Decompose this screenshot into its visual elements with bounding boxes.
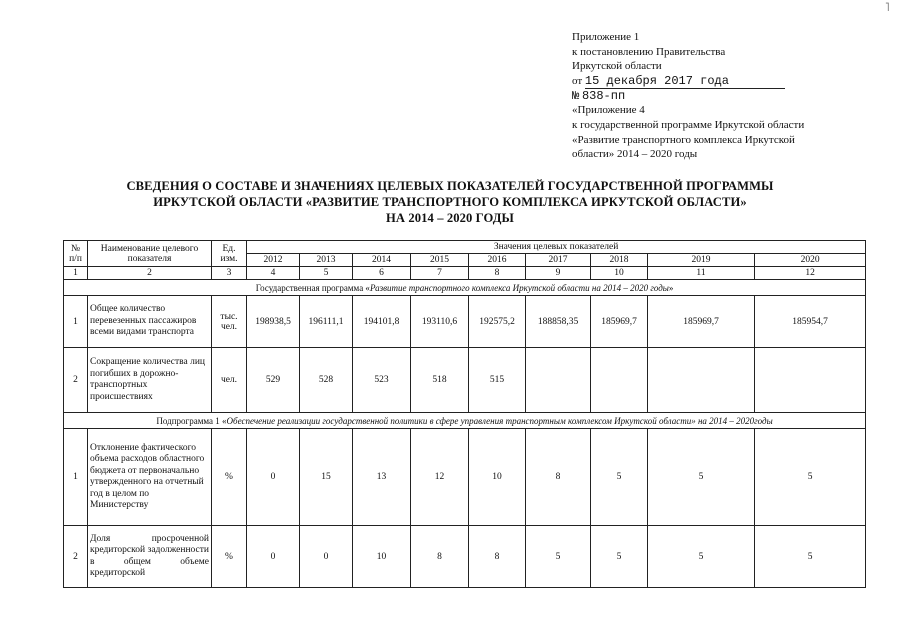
value-cell: 529 xyxy=(247,348,300,413)
value-cell: 185969,7 xyxy=(648,296,755,348)
appendix-block xyxy=(572,30,892,162)
value-cell xyxy=(526,348,591,413)
unit-cell: % xyxy=(212,526,247,588)
value-cell: 192575,2 xyxy=(469,296,526,348)
value-cell: 5 xyxy=(755,429,866,526)
column-number-cell: 10 xyxy=(591,267,648,280)
value-cell: 196111,1 xyxy=(300,296,353,348)
value-cell: 15 xyxy=(300,429,353,526)
column-number-cell: 7 xyxy=(411,267,469,280)
value-cell xyxy=(591,348,648,413)
value-cell: 5 xyxy=(755,526,866,588)
value-cell: 185969,7 xyxy=(591,296,648,348)
appendix-line: к государственной программе Иркутской области xyxy=(572,118,805,131)
table-row xyxy=(64,348,866,413)
year-cell: 2018 xyxy=(591,254,648,267)
appendix-line: к постановлению Правительства xyxy=(572,45,726,58)
appendix-line: «Приложение 4 xyxy=(572,104,645,117)
year-cell: 2014 xyxy=(353,254,411,267)
no-label: № xyxy=(572,88,580,103)
header-num: № п/п xyxy=(64,241,88,267)
column-number-cell: 3 xyxy=(212,267,247,280)
appendix-line: Приложение 1 xyxy=(572,31,640,43)
title-line: ИРКУТСКОЙ ОБЛАСТИ «РАЗВИТИЕ ТРАНСПОРТНОГО КОМПЛЕКСА ИРКУТСКОЙ ОБЛАСТИ» xyxy=(153,195,747,209)
unit-cell: тыс. чел. xyxy=(212,296,247,348)
header-name: Наименование целевого показателя xyxy=(88,241,212,267)
value-cell: 8 xyxy=(469,526,526,588)
decree-number: 838-пп xyxy=(581,88,626,103)
year-cell: 2019 xyxy=(648,254,755,267)
value-cell: 13 xyxy=(353,429,411,526)
unit-cell: чел. xyxy=(212,348,247,413)
value-cell: 515 xyxy=(469,348,526,413)
corner-mark: ˥ xyxy=(885,0,890,14)
column-number-cell: 6 xyxy=(353,267,411,280)
value-cell: 528 xyxy=(300,348,353,413)
value-cell: 0 xyxy=(247,526,300,588)
value-cell: 5 xyxy=(648,526,755,588)
section-title: Подпрограмма 1 «Обеспечение реализации государственной политики в сфере управления транспортным комплексом Иркутской области» на 2014 – 2020годы xyxy=(64,413,866,429)
from-label: от xyxy=(572,74,583,87)
column-numbers-row xyxy=(64,267,866,280)
value-cell: 518 xyxy=(411,348,469,413)
value-cell: 5 xyxy=(591,526,648,588)
column-number-cell: 1 xyxy=(64,267,88,280)
table-row xyxy=(64,296,866,348)
value-cell: 8 xyxy=(526,429,591,526)
value-cell: 5 xyxy=(591,429,648,526)
value-cell xyxy=(755,348,866,413)
year-cell: 2013 xyxy=(300,254,353,267)
value-cell: 0 xyxy=(300,526,353,588)
unit-cell: % xyxy=(212,429,247,526)
row-number: 1 xyxy=(64,429,88,526)
indicator-name: Доля просроченной кредиторской задолженности в общем объеме кредиторской xyxy=(88,526,212,588)
decree-number-line xyxy=(572,89,892,104)
appendix-line: области» 2014 – 2020 годы xyxy=(572,148,698,161)
section-row xyxy=(64,413,866,429)
row-number: 1 xyxy=(64,296,88,348)
title-line: НА 2014 – 2020 ГОДЫ xyxy=(386,211,514,225)
value-cell: 188858,35 xyxy=(526,296,591,348)
section-title: Государственная программа «Развитие транспортного комплекса Иркутской области на 2014 – 2020 годы» xyxy=(64,280,866,296)
value-cell: 185954,7 xyxy=(755,296,866,348)
header-row xyxy=(64,241,866,254)
column-number-cell: 9 xyxy=(526,267,591,280)
row-number: 2 xyxy=(64,526,88,588)
column-number-cell: 2 xyxy=(88,267,212,280)
column-number-cell: 12 xyxy=(755,267,866,280)
value-cell: 8 xyxy=(411,526,469,588)
value-cell xyxy=(648,348,755,413)
indicator-name: Отклонение фактического объема расходов областного бюджета от первоначально утвержденного на отчетный год в целом по Министерству xyxy=(88,429,212,526)
header-unit: Ед. изм. xyxy=(212,241,247,267)
value-cell: 5 xyxy=(526,526,591,588)
year-cell: 2020 xyxy=(755,254,866,267)
appendix-line: Иркутской области xyxy=(572,60,662,73)
indicator-name: Сокращение количества лиц погибших в дорожно-транспортных происшествиях xyxy=(88,348,212,413)
decree-date: 15 декабря 2017 года xyxy=(584,73,729,88)
section-row xyxy=(64,280,866,296)
year-cell: 2017 xyxy=(526,254,591,267)
indicator-name: Общее количество перевезенных пассажиров всеми видами транспорта xyxy=(88,296,212,348)
value-cell: 12 xyxy=(411,429,469,526)
indicators-table xyxy=(63,240,866,588)
value-cell: 523 xyxy=(353,348,411,413)
decree-date-line xyxy=(572,74,892,89)
column-number-cell: 4 xyxy=(247,267,300,280)
value-cell: 0 xyxy=(247,429,300,526)
table-row xyxy=(64,526,866,588)
year-cell: 2012 xyxy=(247,254,300,267)
value-cell: 193110,6 xyxy=(411,296,469,348)
value-cell: 194101,8 xyxy=(353,296,411,348)
column-number-cell: 5 xyxy=(300,267,353,280)
value-cell: 10 xyxy=(353,526,411,588)
column-number-cell: 8 xyxy=(469,267,526,280)
title-line: СВЕДЕНИЯ О СОСТАВЕ И ЗНАЧЕНИЯХ ЦЕЛЕВЫХ ПОКАЗАТЕЛЕЙ ГОСУДАРСТВЕННОЙ ПРОГРАММЫ xyxy=(126,179,774,193)
appendix-line: «Развитие транспортного комплекса Иркутской xyxy=(572,133,795,146)
value-cell: 198938,5 xyxy=(247,296,300,348)
year-cell: 2015 xyxy=(411,254,469,267)
document-title xyxy=(40,178,860,226)
value-cell: 10 xyxy=(469,429,526,526)
table-row xyxy=(64,429,866,526)
header-values: Значения целевых показателей xyxy=(247,241,866,254)
column-number-cell: 11 xyxy=(648,267,755,280)
year-cell: 2016 xyxy=(469,254,526,267)
row-number: 2 xyxy=(64,348,88,413)
value-cell: 5 xyxy=(648,429,755,526)
